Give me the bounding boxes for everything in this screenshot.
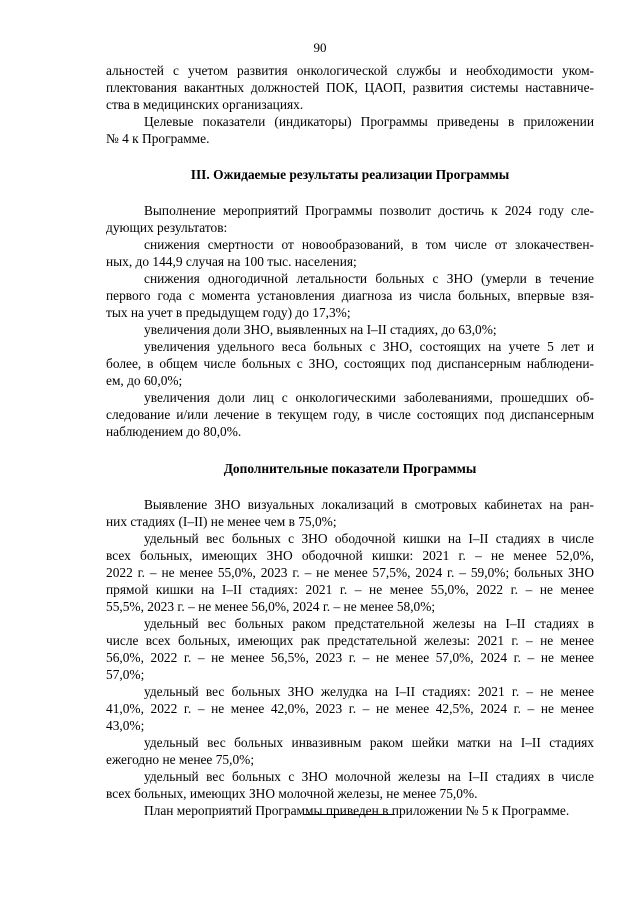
indicator-item <box>106 496 594 530</box>
text-line: 43,0%; <box>106 718 145 733</box>
text-line: увеличения доли лиц с онкологическими заболеваниями, прошедших об- <box>144 390 594 405</box>
indicator-item <box>106 683 594 734</box>
indicator-item <box>106 768 594 802</box>
text-line: них стадиях (I–II) не менее чем в 75,0%; <box>106 514 337 529</box>
text-line: удельный вес больных раком предстательной железы на I–II стадиях в <box>144 616 594 631</box>
results-item <box>106 270 594 321</box>
text-line: снижения одногодичной летальности больных с ЗНО (умерли в течение <box>144 271 594 286</box>
results-item <box>106 236 594 270</box>
page-body <box>106 62 594 819</box>
text-line: первого года с момента установления диагноза из числа больных, впервые взя- <box>106 288 594 303</box>
text-line: дующих результатов: <box>106 220 228 235</box>
intro-paragraph <box>106 62 594 113</box>
page-number: 90 <box>313 40 327 55</box>
text-line: удельный вес больных с ЗНО ободочной кишки на I–II стадиях в числе <box>144 531 594 546</box>
text-line: плектования вакантных должностей ПОК, ЦАОП, развития системы наставниче- <box>106 80 594 95</box>
text-line: 2022 г. – не менее 55,0%, 2023 г. – не менее 57,5%, 2024 г. – 59,0%; больных ЗНО <box>106 565 594 580</box>
text-line: следование и/или лечение в текущем году, в числе состоящих под диспансерным <box>106 407 594 422</box>
plan-paragraph <box>106 802 594 819</box>
text-line: удельный вес больных с ЗНО молочной железы на I–II стадиях в числе <box>144 769 594 784</box>
text-line: альностей с учетом развития онкологической службы и необходимости уком- <box>106 63 594 78</box>
text-line: всех больных, имеющих ЗНО ободочной кишки: 2021 г. – не менее 52,0%, <box>106 548 594 563</box>
results-item <box>106 338 594 389</box>
text-line: План мероприятий Программы приведен в приложении № 5 к Программе. <box>144 803 570 818</box>
results-item <box>106 321 594 338</box>
results-item <box>106 389 594 440</box>
text-line: ных, до 144,9 случая на 100 тыс. населения; <box>106 254 357 269</box>
closing-rule <box>303 814 395 815</box>
text-line: увеличения удельного веса больных с ЗНО, состоящих на учете 5 лет и <box>144 339 594 354</box>
section-heading: III. Ожидаемые результаты реализации Программы <box>190 167 510 182</box>
text-line: всех больных, имеющих ЗНО молочной железы, не менее 75,0%. <box>106 786 478 801</box>
indicator-item <box>106 530 594 615</box>
indicator-item <box>106 615 594 683</box>
indicators-paragraph <box>106 113 594 147</box>
text-line: наблюдением до 80,0%. <box>106 424 242 439</box>
text-line: снижения смертности от новообразований, в том числе от злокачествен- <box>144 237 594 252</box>
text-line: Выявление ЗНО визуальных локализаций в смотровых кабинетах на ран- <box>144 497 594 512</box>
text-line: ства в медицинских организациях. <box>106 97 304 112</box>
text-line: 41,0%, 2022 г. – не менее 42,0%, 2023 г. – не менее 42,5%, 2024 г. – не менее <box>106 701 594 716</box>
text-line: более, в общем числе больных с ЗНО, состоящих под диспансерным наблюдени- <box>106 356 594 371</box>
text-line: числе всех больных, имеющих рак предстательной железы: 2021 г. – не менее <box>106 633 594 648</box>
indicator-item <box>106 734 594 768</box>
text-line: ем, до 60,0%; <box>106 373 183 388</box>
subsection-heading: Дополнительные показатели Программы <box>223 461 477 476</box>
text-line: ежегодно не менее 75,0%; <box>106 752 255 767</box>
text-line: Целевые показатели (индикаторы) Программы приведены в приложении <box>144 114 594 129</box>
text-line: прямой кишки на I–II стадиях: 2021 г. – не менее 55,0%, 2022 г. – не менее <box>106 582 594 597</box>
text-line: тых на учет в предыдущем году) до 17,3%; <box>106 305 351 320</box>
text-line: 56,0%, 2022 г. – не менее 56,5%, 2023 г. – не менее 57,0%, 2024 г. – не менее <box>106 650 594 665</box>
text-line: удельный вес больных ЗНО желудка на I–II стадиях: 2021 г. – не менее <box>144 684 594 699</box>
text-line: увеличения доли ЗНО, выявленных на I–II стадиях, до 63,0%; <box>144 322 497 337</box>
text-line: № 4 к Программе. <box>106 131 210 146</box>
text-line: удельный вес больных инвазивным раком шейки матки на I–II стадиях <box>144 735 594 750</box>
text-line: 57,0%; <box>106 667 145 682</box>
text-line: Выполнение мероприятий Программы позволит достичь к 2024 году сле- <box>144 203 594 218</box>
results-paragraph <box>106 202 594 236</box>
text-line: 55,5%, 2023 г. – не менее 56,0%, 2024 г. – не менее 58,0%; <box>106 599 436 614</box>
